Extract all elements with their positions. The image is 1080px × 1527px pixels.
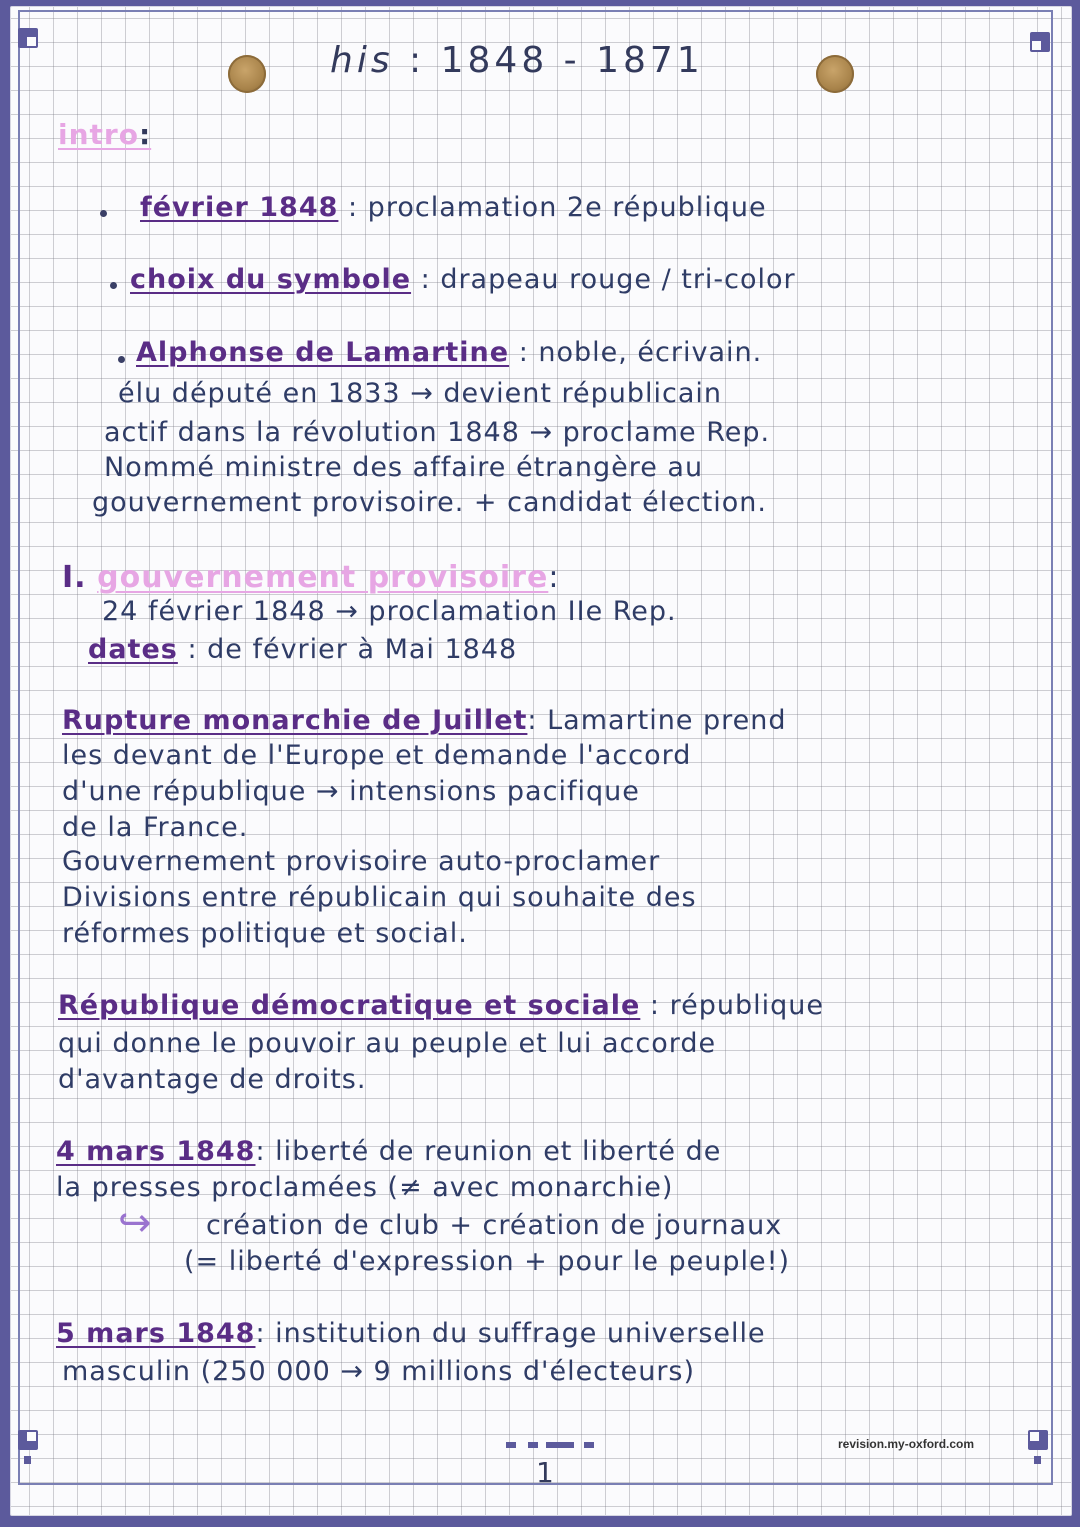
rds-line-2: qui donne le pouvoir au peuple et lui accorde: [58, 1028, 717, 1059]
rds-label: République démocratique et sociale: [58, 990, 641, 1021]
section-1-colon: :: [548, 560, 560, 595]
intro-heading: [58, 118, 151, 151]
mars5-line-2: masculin (250 000 → 9 millions d'électeurs): [62, 1356, 696, 1387]
mars4-text-1: : liberté de reunion et liberté de: [255, 1136, 722, 1167]
tick-mark-icon: [1034, 1456, 1041, 1464]
title-range: 1848 - 1871: [440, 40, 704, 81]
rupture-line-2: les devant de l'Europe et demande l'accord: [62, 740, 692, 771]
mars5-label: 5 mars 1848: [56, 1318, 256, 1349]
rupture-line-1: [62, 705, 787, 736]
tick-mark-icon: [24, 1456, 31, 1464]
punch-hole-right: [816, 55, 854, 93]
lamartine-line-3: Nommé ministre des affaire étrangère au: [104, 452, 704, 483]
mars4-line-2: la presses proclamées (≠ avec monarchie): [56, 1172, 674, 1203]
page-title: [330, 40, 704, 81]
corner-mark-top-right-icon: [1030, 32, 1050, 52]
dates-label: dates: [88, 634, 178, 665]
intro-bullet-2: [130, 264, 796, 295]
section-1-line-1: 24 février 1848 → proclamation IIe Rep.: [102, 596, 677, 627]
bullet-3-text: : noble, écrivain.: [518, 337, 763, 368]
lamartine-line-1: élu député en 1833 → devient républicain: [118, 378, 723, 409]
rupture-line-5: Gouvernement provisoire auto-proclamer: [62, 846, 661, 877]
intro-heading-text: intro: [58, 118, 139, 151]
page-indicator-mark-icon: [528, 1442, 538, 1448]
bullet-1-label: février 1848: [140, 192, 339, 223]
rupture-line-3: d'une république → intensions pacifique: [62, 776, 640, 807]
page-indicator-mark-icon: [584, 1442, 594, 1448]
intro-bullet-3: [136, 337, 762, 368]
page-indicator-mark-icon: [546, 1442, 574, 1448]
bullet-dot-icon: [110, 282, 117, 289]
bullet-dot-icon: [118, 356, 125, 363]
mars4-line-3: création de club + création de journaux: [206, 1210, 783, 1241]
bullet-dot-icon: [100, 210, 107, 217]
page-number: 1: [536, 1456, 555, 1489]
mars5-line-1: [56, 1318, 766, 1349]
section-1-heading: [62, 560, 559, 595]
mars4-line-4: (= liberté d'expression + pour le peuple!): [184, 1246, 790, 1277]
mars4-label: 4 mars 1848: [56, 1136, 256, 1167]
rupture-label: Rupture monarchie de Juillet: [62, 705, 528, 736]
bullet-1-text: : proclamation 2e république: [348, 192, 767, 223]
section-1-numeral: I.: [62, 560, 87, 595]
bullet-2-text: : drapeau rouge / tri-color: [420, 264, 796, 295]
lamartine-line-2: actif dans la révolution 1848 → proclame Rep.: [104, 417, 771, 448]
rds-line-3: d'avantage de droits.: [58, 1064, 367, 1095]
mars4-line-1: [56, 1136, 721, 1167]
corner-mark-bottom-left-icon: [18, 1430, 38, 1450]
punch-hole-left: [228, 55, 266, 93]
corner-mark-top-left-icon: [18, 28, 38, 48]
footer-url: revision.my-oxford.com: [838, 1437, 975, 1451]
mars5-text-1: : institution du suffrage universelle: [255, 1318, 766, 1349]
dates-value: : de février à Mai 1848: [187, 634, 518, 665]
rds-text-1: : république: [649, 990, 824, 1021]
corner-mark-bottom-right-icon: [1028, 1430, 1048, 1450]
intro-bullet-1: [140, 192, 767, 223]
rupture-text-1: : Lamartine prend: [527, 705, 787, 736]
rds-line-1: [58, 990, 824, 1021]
bullet-3-label: Alphonse de Lamartine: [136, 337, 510, 368]
page-indicator-mark-icon: [506, 1442, 516, 1448]
lamartine-line-4: gouvernement provisoire. + candidat élection.: [92, 487, 767, 518]
intro-colon: :: [138, 118, 152, 151]
section-1-dates: [88, 634, 517, 665]
arrow-right-icon: ↪: [118, 1200, 152, 1246]
section-1-title: gouvernement provisoire: [97, 560, 549, 595]
title-sep: :: [409, 40, 426, 81]
title-prefix: his: [330, 40, 394, 81]
rupture-line-4: de la France.: [62, 812, 249, 843]
bullet-2-label: choix du symbole: [130, 264, 412, 295]
rupture-line-7: réformes politique et social.: [62, 918, 468, 949]
rupture-line-6: Divisions entre républicain qui souhaite des: [62, 882, 697, 913]
